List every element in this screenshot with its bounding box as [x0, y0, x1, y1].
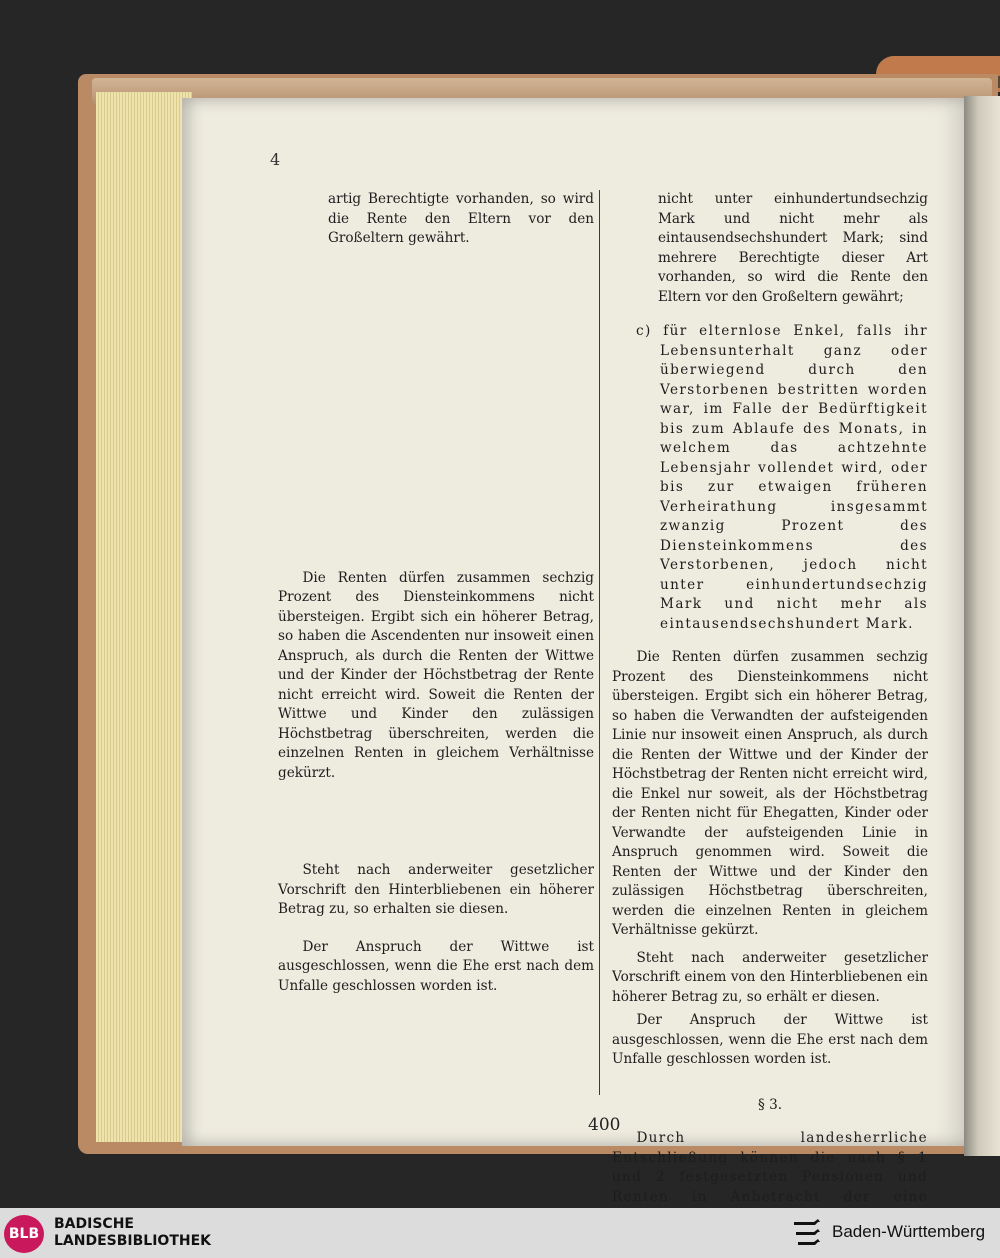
right-paragraph-6: Durch landesherrliche Entschließung können die nach § 1 und 2 festgesetzten Pensionen und Renten in Anbetracht der eine [612, 1130, 928, 1205]
right-paragraph-5: Der Anspruch der Wittwe ist ausgeschlossen, wenn die Ehe erst nach dem Unfalle geschlossen worden ist. [612, 1012, 928, 1067]
left-paragraph-1: artig Berechtigte vorhanden, so wird die Rente den Eltern vor den Großeltern gewährt. [328, 191, 594, 246]
blb-name-line-1: BADISCHE [54, 1216, 134, 1232]
left-paragraph-4: Der Anspruch der Wittwe ist ausgeschlossen, wenn die Ehe erst nach dem Unfalle geschlossen worden ist. [278, 938, 594, 994]
blb-name[interactable] [54, 1216, 211, 1250]
left-paragraph-2: Die Renten dürfen zusammen sechzig Prozent des Diensteinkommens nicht übersteigen. Ergibt sich ein höherer Betrag, so haben die Ascendenten nur insoweit einen Anspruch, als durch die Renten der Wittwe und der Kinder der Höchstbetrag der Rente nicht erreicht wird. Soweit die Renten der Wittwe und Kinder den zulässigen Höchstbetrag überschreiten, werden die einzelnen Renten in gleichem Verhältnisse gekürzt. [278, 569, 594, 781]
page-stack-edge [96, 92, 192, 1142]
bw-name[interactable]: Baden-Württemberg [832, 1222, 986, 1241]
column-divider [599, 190, 600, 1095]
page-number-top: 4 [270, 150, 281, 169]
right-paragraph-3: Die Renten dürfen zusammen sechzig Prozent des Diensteinkommens nicht übersteigen. Ergibt sich ein höherer Betrag, so haben die Verwandten der aufsteigenden Linie nur insoweit einen Anspruch, als durch die Renten der Wittwe und der Kinder der Höchstbetrag der Renten nicht erreicht wird, die Enkel nur soweit, als der Höchstbetrag der Renten nicht für Ehegatten, Kinder oder Verwandte der aufsteigenden Linie in Anspruch genommen wird. Soweit die Renten der Wittwe und der Kinder den zulässigen Höchstbetrag überschreiten, werden die einzelnen Renten in gleichem Verhältnisse gekürzt. [612, 649, 928, 938]
right-paragraph-1: nicht unter einhundertundsechzig Mark und nicht mehr als eintausendsechshundert Mark; sind mehrere Berechtigte dieser Art vorhanden, so wird die Rente den Eltern vor den Großeltern gewährt; [658, 191, 928, 305]
page-number-footer: 400 [588, 1115, 621, 1135]
book-gutter [964, 96, 1000, 1156]
bw-lions-icon[interactable] [790, 1216, 826, 1252]
section-heading: § 3. [757, 1096, 783, 1113]
right-paragraph-2: c) für elternlose Enkel, falls ihr Lebensunterhalt ganz oder überwiegend durch den Verstorbenen bestritten worden war, im Falle der Bedürftigkeit bis zum Ablaufe des Monats, in welchem das achtzehnte Lebensjahr vollendet wird, oder bis zur etwaigen früheren Verheirathung insgesammt zwanzig Prozent des Diensteinkommens des Verstorbenen, jedoch nicht unter einhundertundsechzig Mark und nicht mehr als eintausendsechshundert Mark. [636, 323, 928, 632]
left-column [278, 190, 594, 996]
blb-logo-icon[interactable]: BLB [4, 1215, 44, 1253]
right-column [612, 190, 928, 1208]
footer-bar [0, 1208, 1000, 1258]
right-paragraph-4: Steht nach anderweiter gesetzlicher Vorschrift einem von den Hinterbliebenen ein höherer Betrag zu, so erhält er diesen. [612, 949, 928, 1005]
left-paragraph-3: Steht nach anderweiter gesetzlicher Vorschrift den Hinterbliebenen ein höherer Betrag zu, so erhalten sie diesen. [278, 862, 594, 917]
blb-name-line-2: LANDESBIBLIOTHEK [54, 1233, 212, 1249]
